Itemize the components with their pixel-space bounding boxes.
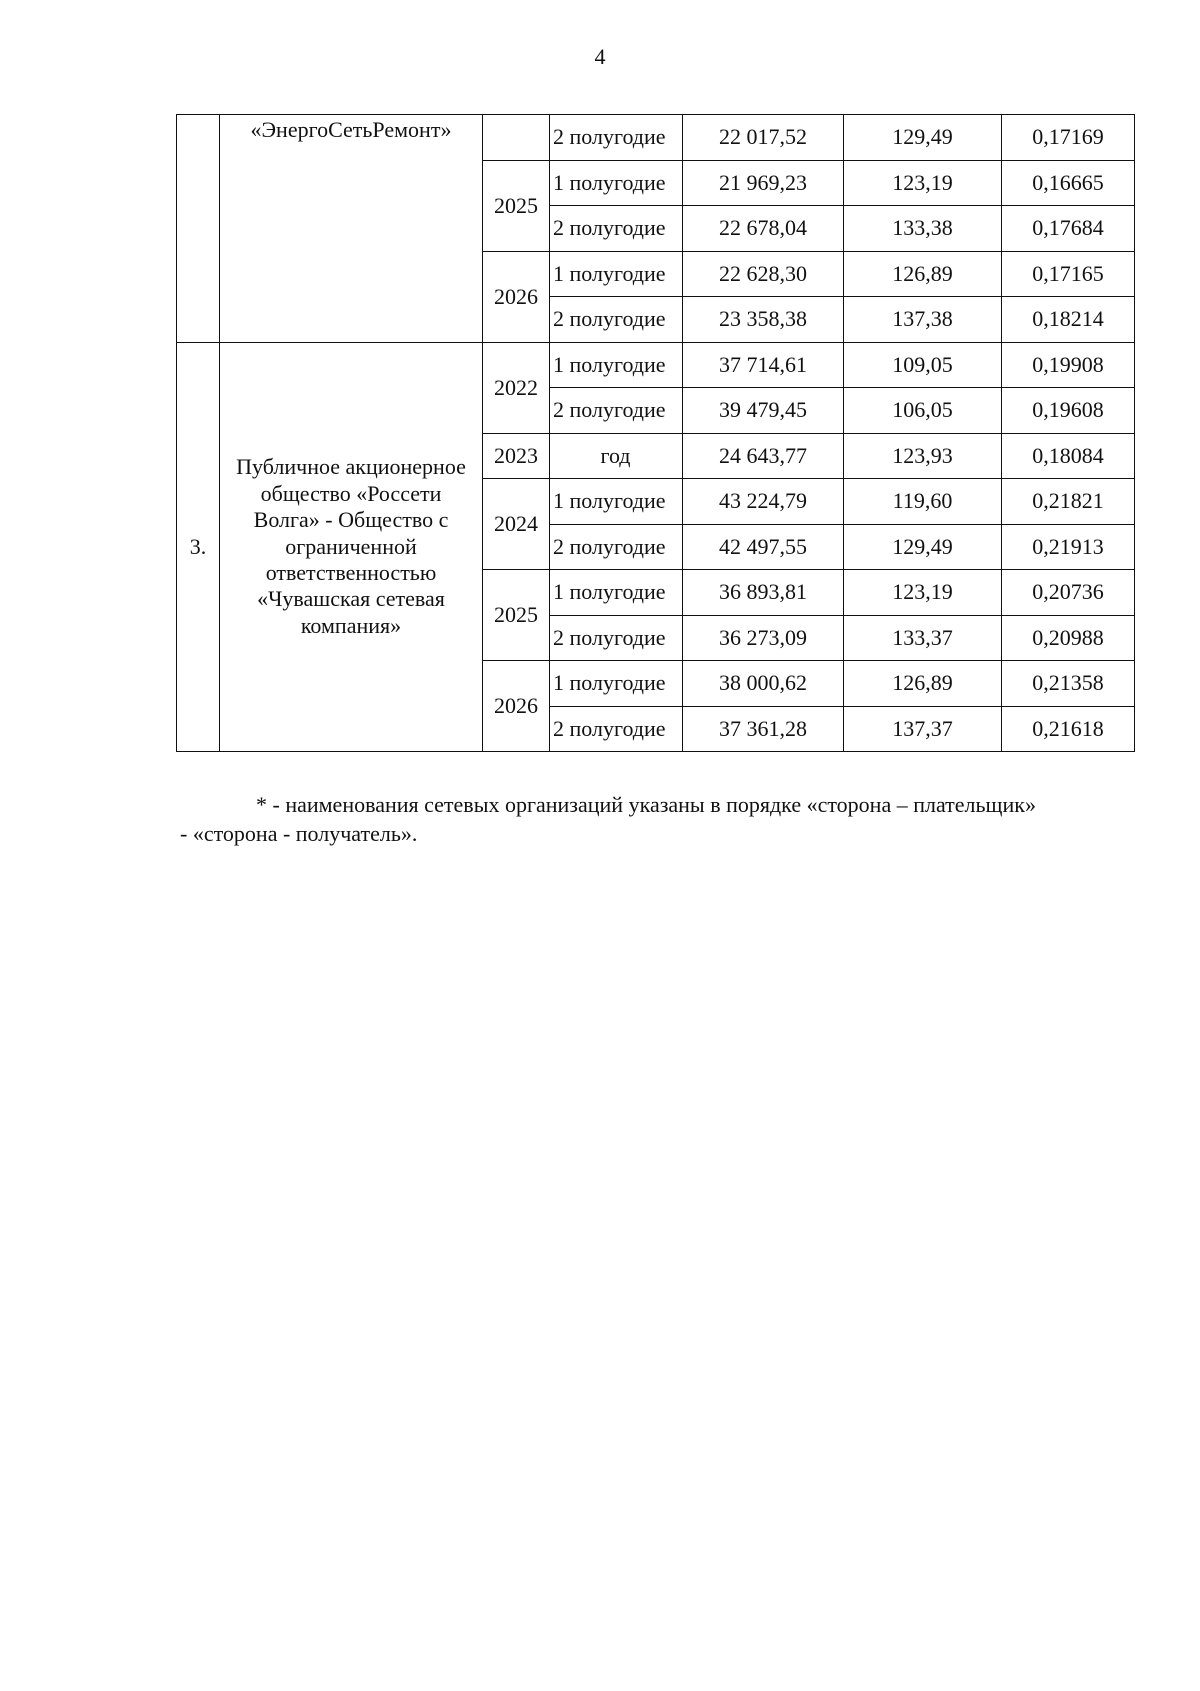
value1-cell: 22 017,52	[683, 115, 844, 161]
period-cell: 1 полугодие	[550, 342, 683, 388]
tariff-table	[176, 114, 1135, 752]
period-cell: 2 полугодие	[550, 706, 683, 752]
footnote-line-2: - «сторона - получатель».	[180, 821, 418, 846]
table-row	[177, 115, 1135, 161]
value3-cell: 0,17169	[1002, 115, 1135, 161]
value3-cell: 0,19608	[1002, 388, 1135, 434]
value2-cell: 137,37	[844, 706, 1002, 752]
period-cell: 1 полугодие	[550, 479, 683, 525]
value2-cell: 123,93	[844, 433, 1002, 479]
value2-cell: 129,49	[844, 524, 1002, 570]
value1-cell: 24 643,77	[683, 433, 844, 479]
year-cell: 2024	[483, 479, 550, 570]
value1-cell: 36 273,09	[683, 615, 844, 661]
value1-cell: 22 628,30	[683, 251, 844, 297]
year-cell: 2026	[483, 251, 550, 342]
row-index-cell	[177, 115, 220, 343]
value1-cell: 22 678,04	[683, 206, 844, 252]
value1-cell: 36 893,81	[683, 570, 844, 616]
period-cell: 1 полугодие	[550, 160, 683, 206]
value2-cell: 106,05	[844, 388, 1002, 434]
value2-cell: 133,37	[844, 615, 1002, 661]
value2-cell: 123,19	[844, 160, 1002, 206]
period-cell: 1 полугодие	[550, 661, 683, 707]
value3-cell: 0,21618	[1002, 706, 1135, 752]
value1-cell: 23 358,38	[683, 297, 844, 343]
value3-cell: 0,21821	[1002, 479, 1135, 525]
period-cell: 1 полугодие	[550, 251, 683, 297]
value1-cell: 21 969,23	[683, 160, 844, 206]
value3-cell: 0,19908	[1002, 342, 1135, 388]
period-cell: 2 полугодие	[550, 615, 683, 661]
value3-cell: 0,18214	[1002, 297, 1135, 343]
value1-cell: 37 714,61	[683, 342, 844, 388]
year-cell: 2022	[483, 342, 550, 433]
period-cell: год	[550, 433, 683, 479]
value3-cell: 0,20988	[1002, 615, 1135, 661]
year-cell	[483, 115, 550, 161]
value2-cell: 126,89	[844, 661, 1002, 707]
value1-cell: 38 000,62	[683, 661, 844, 707]
value3-cell: 0,20736	[1002, 570, 1135, 616]
value2-cell: 137,38	[844, 297, 1002, 343]
value2-cell: 129,49	[844, 115, 1002, 161]
period-cell: 2 полугодие	[550, 206, 683, 252]
page-number: 4	[594, 44, 606, 69]
value2-cell: 119,60	[844, 479, 1002, 525]
period-cell: 1 полугодие	[550, 570, 683, 616]
value1-cell: 43 224,79	[683, 479, 844, 525]
row-index-cell: 3.	[177, 342, 220, 752]
value2-cell: 133,38	[844, 206, 1002, 252]
value3-cell: 0,18084	[1002, 433, 1135, 479]
value3-cell: 0,17165	[1002, 251, 1135, 297]
table-row	[177, 342, 1135, 388]
period-cell: 2 полугодие	[550, 388, 683, 434]
value3-cell: 0,17684	[1002, 206, 1135, 252]
value2-cell: 126,89	[844, 251, 1002, 297]
period-cell: 2 полугодие	[550, 297, 683, 343]
value3-cell: 0,21358	[1002, 661, 1135, 707]
period-cell: 2 полугодие	[550, 115, 683, 161]
org-name-cell: «ЭнергоСетьРемонт»	[220, 115, 483, 343]
year-cell: 2023	[483, 433, 550, 479]
year-cell: 2025	[483, 570, 550, 661]
year-cell: 2026	[483, 661, 550, 752]
value1-cell: 39 479,45	[683, 388, 844, 434]
footnote-line-1: * - наименования сетевых организаций указаны в порядке «сторона – плательщик»	[256, 792, 1036, 817]
period-cell: 2 полугодие	[550, 524, 683, 570]
org-name-cell: Публичное акционерное общество «Россети Волга» - Общество с ограниченной ответственностью «Чувашская сетевая компания»	[220, 342, 483, 752]
value2-cell: 109,05	[844, 342, 1002, 388]
footnote	[180, 790, 1132, 848]
value1-cell: 42 497,55	[683, 524, 844, 570]
value2-cell: 123,19	[844, 570, 1002, 616]
value1-cell: 37 361,28	[683, 706, 844, 752]
year-cell: 2025	[483, 160, 550, 251]
value3-cell: 0,21913	[1002, 524, 1135, 570]
value3-cell: 0,16665	[1002, 160, 1135, 206]
